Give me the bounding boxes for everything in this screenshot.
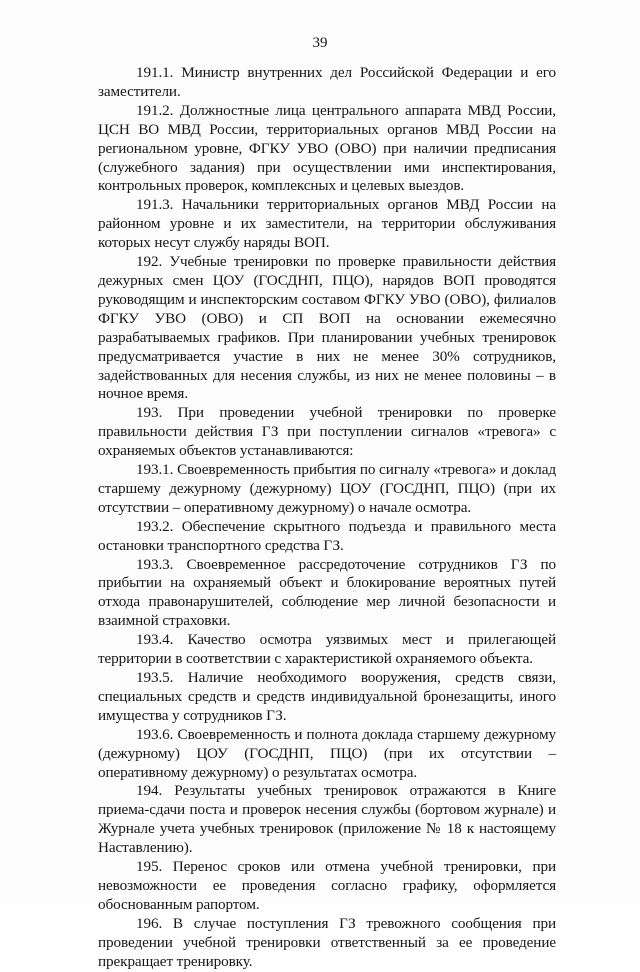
paragraph-193: 193. При проведении учебной тренировки по проверке правильности действия ГЗ при поступлении сигналов «тревога» с охраняемых объектов устанавливаются: (98, 404, 556, 460)
paragraph-194: 194. Результаты учебных тренировок отражаются в Книге приема-сдачи поста и проверок несения службы (бортовом журнале) и Журнале учета учебных тренировок (приложение № 18 к настоящему Наставлению). (98, 782, 556, 857)
paragraph-195: 195. Перенос сроков или отмена учебной тренировки, при невозможности ее проведения согласно графику, оформляется обоснованным рапортом. (98, 858, 556, 913)
paragraph-193-1: 193.1. Своевременность прибытия по сигналу «тревога» и доклад старшему дежурному (дежурному) ЦОУ (ГОСДНП, ПЦО) (при их отсутствии – оперативному дежурному) о начале осмотра. (98, 461, 556, 516)
page-number: 39 (312, 35, 328, 51)
document-body (98, 64, 556, 972)
paragraph-193-2: 193.2. Обеспечение скрытного подъезда и правильного места остановки транспортного средства ГЗ. (98, 517, 556, 554)
paragraph-191-2: 191.2. Должностные лица центрального аппарата МВД России, ЦСН ВО МВД России, территориальных органов МВД России на региональном уровне, ФГКУ УВО (ОВО) при наличии предписания (служебного задания) при осуществлении ими инспектирования, контрольных проверок, комплексных и целевых выездов. (98, 101, 556, 195)
paragraph-192: 192. Учебные тренировки по проверке правильности действия дежурных смен ЦОУ (ГОСДНП, ПЦО), нарядов ВОП проводятся руководящим и инспекторским составом ФГКУ УВО (ОВО), филиалов ФГКУ УВО (ОВО) и СП ВОП на основании ежемесячно разрабатываемых графиков. При планировании учебных тренировок предусматривается участие в них не менее 30% сотрудников, задействованных для несения службы, из них не менее половины – в ночное время. (98, 253, 556, 403)
paragraph-191-3: 191.3. Начальники территориальных органов МВД России на районном уровне и их заместители, на территории обслуживания которых несут службу наряды ВОП. (98, 196, 556, 252)
paragraph-191-1: 191.1. Министр внутренних дел Российской Федерации и его заместители. (98, 64, 556, 100)
paragraph-193-3: 193.3. Своевременное рассредоточение сотрудников ГЗ по прибытии на охраняемый объект и блокирование вероятных путей отхода правонарушителей, соблюдение мер личной безопасности и взаимной страховки. (98, 555, 556, 630)
paragraph-196: 196. В случае поступления ГЗ тревожного сообщения при проведении учебной тренировки ответственный за ее проведение прекращает тренировку. (98, 914, 556, 970)
paragraph-193-6: 193.6. Своевременность и полнота доклада старшему дежурному (дежурному) ЦОУ (ГОСДНП, ПЦО) (при их отсутствии – оперативному дежурному) о результатах осмотра. (98, 725, 556, 781)
paragraph-193-5: 193.5. Наличие необходимого вооружения, средств связи, специальных средств и средств индивидуальной бронезащиты, иного имущества у сотрудников ГЗ. (98, 669, 556, 724)
paragraph-193-4: 193.4. Качество осмотра уязвимых мест и прилегающей территории в соответствии с характеристикой охраняемого объекта. (98, 631, 556, 668)
